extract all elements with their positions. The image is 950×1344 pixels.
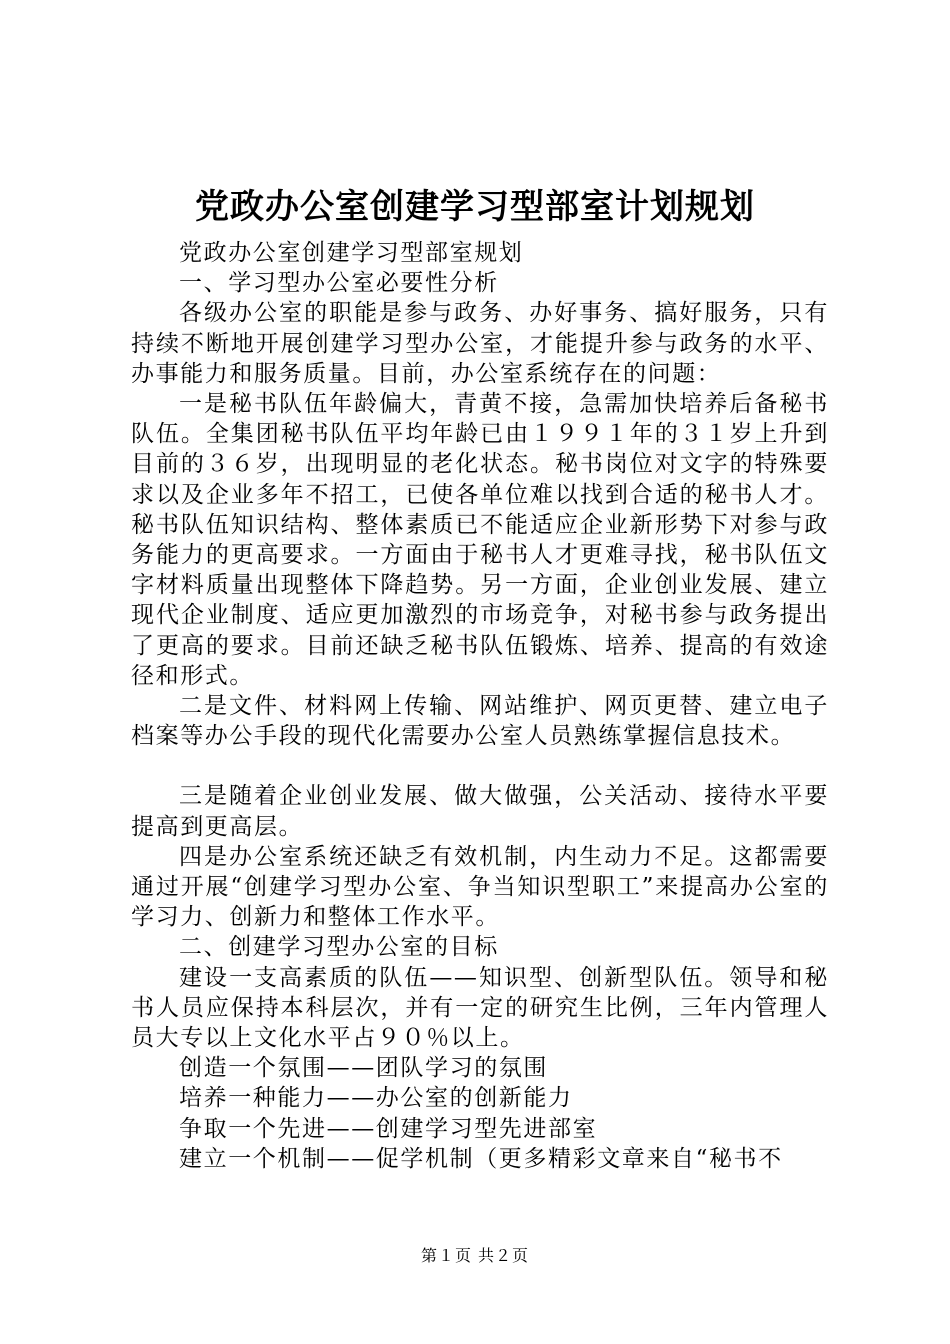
paragraph-list-item: 创造一个氛围——团队学习的氛围 [179,1055,548,1082]
paragraph-list-item: 培养一种能力——办公室的创新能力 [179,1085,573,1112]
paragraph-subtitle: 党政办公室创建学习型部室规划 [179,240,524,266]
paragraph: 三是随着企业创业发展、做大做强，公关活动、接待水平要提高到更高层。 [131,783,829,840]
paragraph-section-heading-2: 二、创建学习型办公室的目标 [179,934,499,961]
paragraph: 二是文件、材料网上传输、网站维护、网页更替、建立电子档案等办公手段的现代化需要办公室人员熟练掌握信息技术。 [131,693,829,750]
document-body [131,238,829,1174]
paragraph-list-item: 建立一个机制——促学机制（更多精彩文章来自“秘书不 [179,1145,783,1172]
paragraph-gap [131,751,829,781]
page-number-footer: 第１页 共２页 [420,1246,530,1265]
paragraph: 四是办公室系统还缺乏有效机制，内生动力不足。这都需要通过开展“创建学习型办公室、争当知识型职工”来提高办公室的学习力、创新力和整体工作水平。 [131,843,829,931]
paragraph: 各级办公室的职能是参与政务、办好事务、搞好服务，只有持续不断地开展创建学习型办公室，才能提升参与政务的水平、办事能力和服务质量。目前，办公室系统存在的问题： [131,300,829,387]
paragraph-section-heading-1: 一、学习型办公室必要性分析 [179,270,499,297]
paragraph: 一是秘书队伍年龄偏大，青黄不接，急需加快培养后备秘书队伍。全集团秘书队伍平均年龄已由１９９１年的３１岁上升到目前的３６岁，出现明显的老化状态。秘书岗位对文字的特殊要求以及企业多年不招工，已使各单位难以找到合适的秘书人才。秘书队伍知识结构、整体素质已不能适应企业新形势下对参与政务能力的更高要求。一方面由于秘书人才更难寻找，秘书队伍文字材料质量出现整体下降趋势。另一方面，企业创业发展、建立现代企业制度、适应更加激烈的市场竞争，对秘书参与政务提出了更高的要求。目前还缺乏秘书队伍锻炼、培养、提高的有效途径和形式。 [131,391,829,689]
paragraph-list-item: 争取一个先进——创建学习型先进部室 [179,1115,598,1142]
paragraph: 建设一支高素质的队伍——知识型、创新型队伍。领导和秘书人员应保持本科层次，并有一定的研究生比例，三年内管理人员大专以上文化水平占９０％以上。 [131,964,829,1052]
document-title: 党政办公室创建学习型部室计划规划 [195,187,755,227]
